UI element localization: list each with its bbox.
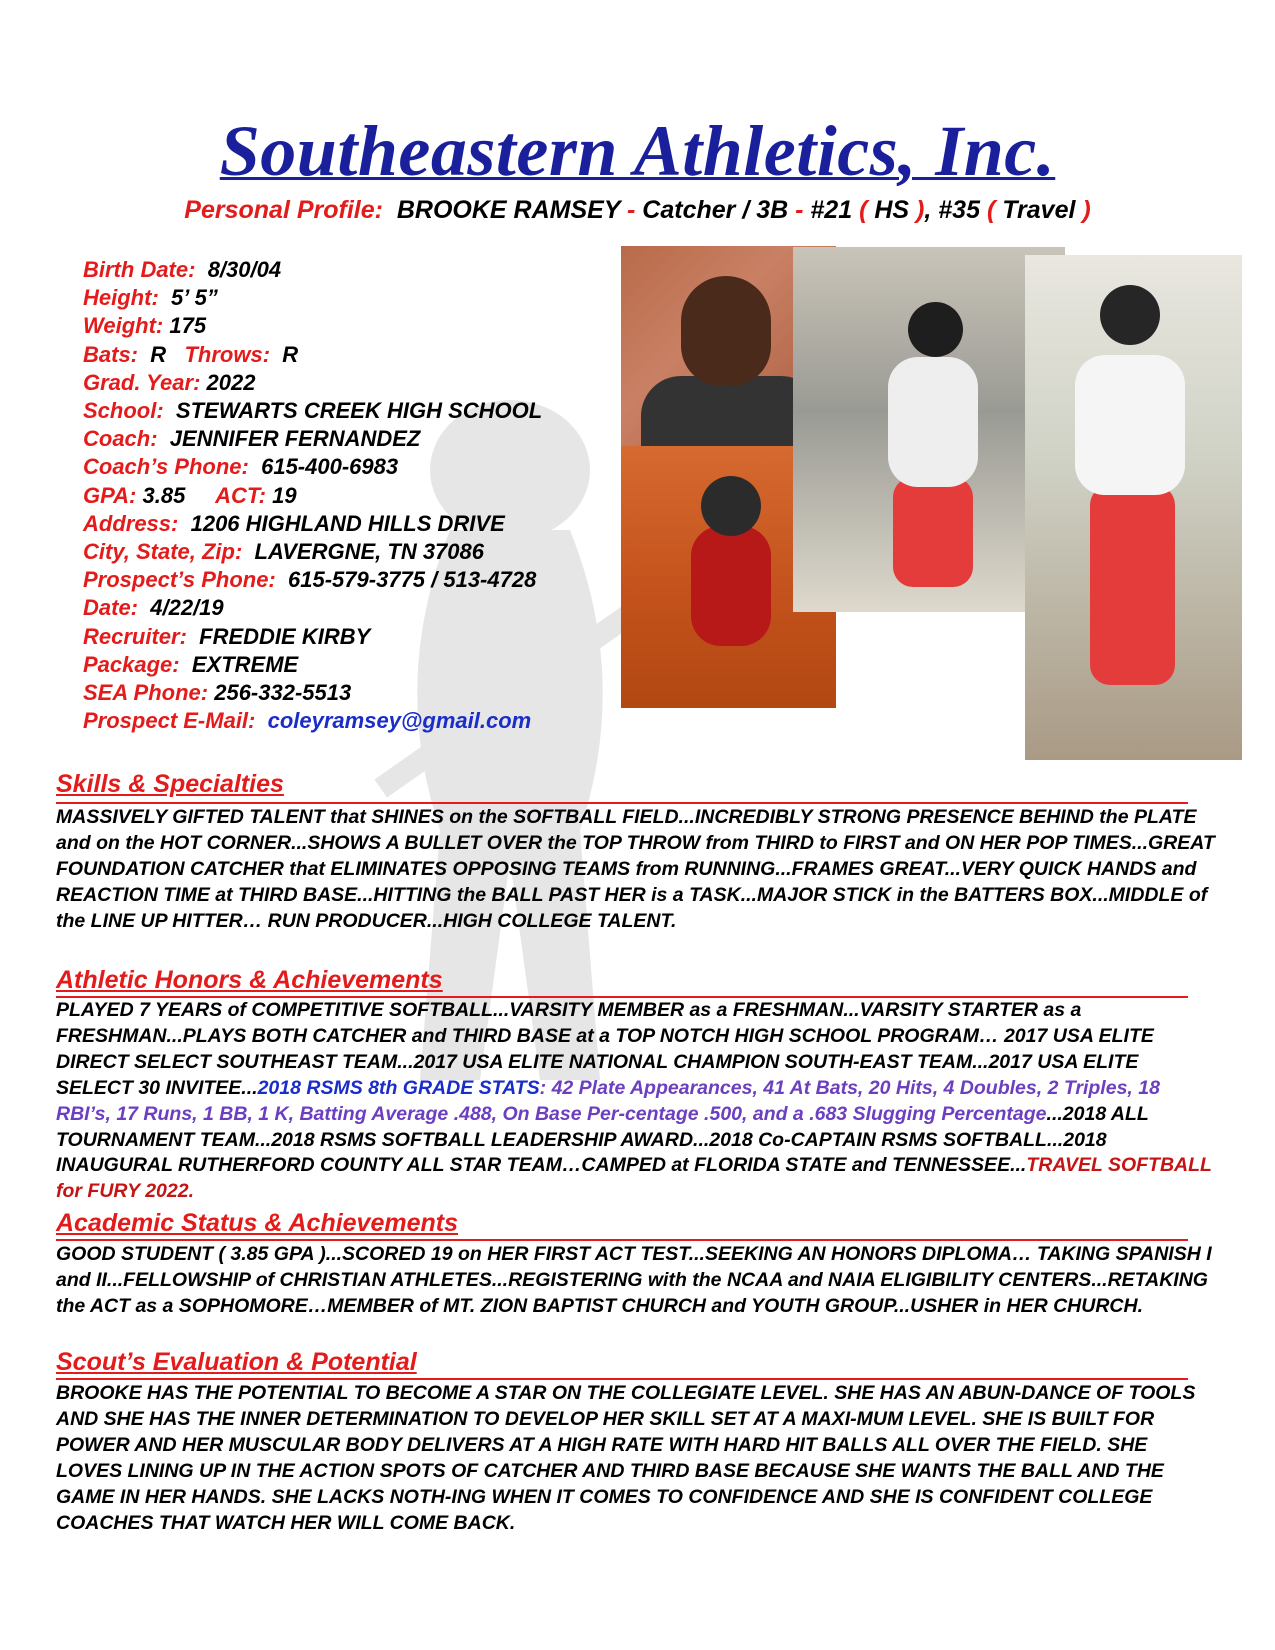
paren-open: ( xyxy=(986,196,996,224)
info-city-state-zip: City, State, Zip: LAVERGNE, TN 37086 xyxy=(83,539,484,565)
base-standing-photo xyxy=(1025,255,1242,760)
paren-close: ) xyxy=(1082,196,1091,224)
info-birth-date: Birth Date: 8/30/04 xyxy=(83,257,282,282)
info-coach-phone: Coach’s Phone: 615-400-6983 xyxy=(83,454,399,480)
info-package: Package: EXTREME xyxy=(83,651,299,677)
info-grad-year: Grad. Year: 2022 xyxy=(83,369,256,395)
info-bats-throws: Bats: R Throws: R xyxy=(83,341,299,367)
paren-open: ( xyxy=(859,196,868,224)
info-weight: Weight: 175 xyxy=(83,313,207,339)
info-address: Address: 1206 HIGHLAND HILLS DRIVE xyxy=(83,510,505,536)
email-link[interactable]: coleyramsey@gmail.com xyxy=(267,708,532,734)
skills-heading: Skills & Specialties xyxy=(56,770,284,798)
info-prospect-phone: Prospect’s Phone: 615-579-3775 / 513-4728 xyxy=(83,567,537,593)
page-title: Southeastern Athletics, Inc. xyxy=(219,111,1056,191)
athletic-text: PLAYED 7 YEARS of COMPETITIVE SOFTBALL...VARSITY MEMBER as a FRESHMAN...VARSITY STARTER as a FRESHMAN...PLAYS BOTH CATCHER and THIRD BASE at a TOP NOTCH HIGH SCHOOL PROGRAM… 2017 USA ELITE DIRECT SELECT SOUTHEAST TEAM...2017 USA ELITE NATIONAL CHAMPION SOUTH-EAST TEAM...2017 USA ELITE SELECT 30 INVITEE...2018 RSMS 8th GRADE STATS: 42 Plate Appearances, 41 At Bats, 20 Hits, 4 Doubles, 2 Triples, 18 RBI’s, 17 Runs, 1 BB, 1 K, Batting Average .488, On Base Per-centage .500, and a .683 Slugging Percentage...2018 ALL TOURNAMENT TEAM...2018 RSMS SOFTBALL LEADERSHIP AWARD...2018 Co-CAPTAIN RSMS SOFTBALL...2018 INAUGURAL RUTHERFORD COUNTY ALL STAR TEAM…CAMPED at FLORIDA STATE and TENNESSEE...TRAVEL SOFTBALL for FURY 2022. xyxy=(56,999,1212,1203)
info-recruiter: Recruiter: FREDDIE KIRBY xyxy=(83,623,371,649)
subtitle-dash: - xyxy=(795,196,804,224)
athletic-heading: Athletic Honors & Achievements xyxy=(56,966,443,994)
info-sea-phone: SEA Phone: 256-332-5513 xyxy=(83,680,352,706)
stats-label: 2018 RSMS 8th GRADE STATS xyxy=(257,1076,540,1099)
travel-label: Travel xyxy=(1002,196,1076,224)
academic-heading: Academic Status & Achievements xyxy=(56,1209,459,1237)
info-email: Prospect E-Mail: coleyramsey@gmail.com xyxy=(83,708,532,734)
info-coach: Coach: JENNIFER FERNANDEZ xyxy=(83,426,421,452)
divider xyxy=(56,802,1188,804)
info-school: School: STEWARTS CREEK HIGH SCHOOL xyxy=(83,398,543,424)
scout-heading: Scout’s Evaluation & Potential xyxy=(56,1348,417,1376)
subtitle-dash: - xyxy=(627,196,636,224)
player-position: Catcher / 3B xyxy=(642,196,789,224)
profile-info xyxy=(83,256,643,735)
info-date: Date: 4/22/19 xyxy=(83,595,224,621)
profile-subtitle xyxy=(0,196,1275,225)
subtitle-label: Personal Profile: xyxy=(184,196,383,224)
divider xyxy=(56,1378,1188,1380)
divider xyxy=(56,1239,1188,1241)
academic-text: GOOD STUDENT ( 3.85 GPA )...SCORED 19 on HER FIRST ACT TEST...SEEKING AN HONORS DIPLOMA… TAKING SPANISH I and II...FELLOWSHIP of CHRISTIAN ATHLETES...REGISTERING with the NCAA and NAIA ELIGIBILITY CENTERS...RETAKING the ACT as a SOPHOMORE…MEMBER of MT. ZION BAPTIST CHURCH and YOUTH GROUP...USHER in HER CHURCH. xyxy=(56,1243,1212,1317)
player-name: BROOKE RAMSEY xyxy=(396,196,621,224)
hs-label: HS xyxy=(874,196,910,224)
paren-close: ) xyxy=(916,196,925,224)
stats-text: : 42 Plate Appearances, 41 At Bats, 20 Hits, 4 Doubles, 2 Triples, 18 RBI’s, 17 Runs, 1 BB, 1 K, Batting Average .488, On Base Per-centage .500, and a .683 Slugging Percentage xyxy=(56,1076,1160,1125)
hs-number: #21 xyxy=(810,196,853,224)
travel-text: TRAVEL SOFTBALL for FURY 2022. xyxy=(56,1154,1212,1203)
skills-text: MASSIVELY GIFTED TALENT that SHINES on the SOFTBALL FIELD...INCREDIBLY STRONG PRESENCE BEHIND the PLATE and on the HOT CORNER...SHOWS A BULLET OVER the TOP THROW from THIRD to FIRST and ON HER POP TIMES...GREAT FOUNDATION CATCHER that ELIMINATES OPPOSING TEAMS from RUNNING...FRAMES GREAT...VERY QUICK HANDS and REACTION TIME at THIRD BASE...HITTING the BALL PAST HER is a TASK...MAJOR STICK in the BATTERS BOX...MIDDLE of the LINE UP HITTER… RUN PRODUCER...HIGH COLLEGE TALENT. xyxy=(56,806,1215,932)
info-height: Height: 5’ 5” xyxy=(83,285,218,311)
travel-number: , #35 xyxy=(924,196,980,224)
scout-text: BROOKE HAS THE POTENTIAL TO BECOME A STAR ON THE COLLEGIATE LEVEL. SHE HAS AN ABUN-DANCE OF TOOLS AND SHE HAS THE INNER DETERMINATION TO DEVELOP HER SKILL SET AT A MAXI-MUM LEVEL. SHE IS BUILT FOR POWER AND HER MUSCULAR BODY DELIVERS AT A HIGH RATE WITH HARD HIT BALLS ALL OVER THE FIELD. SHE LOVES LINING UP IN THE ACTION SPOTS OF CATCHER AND THIRD BASE BECAUSE SHE WANTS THE BALL AND THE GAME IN HER HANDS. SHE LACKS NOTH-ING WHEN IT COMES TO CONFIDENCE AND SHE IS CONFIDENT COLLEGE COACHES THAT WATCH HER WILL COME BACK. xyxy=(56,1382,1196,1534)
info-gpa-act: GPA: 3.85 ACT: 19 xyxy=(83,482,297,508)
